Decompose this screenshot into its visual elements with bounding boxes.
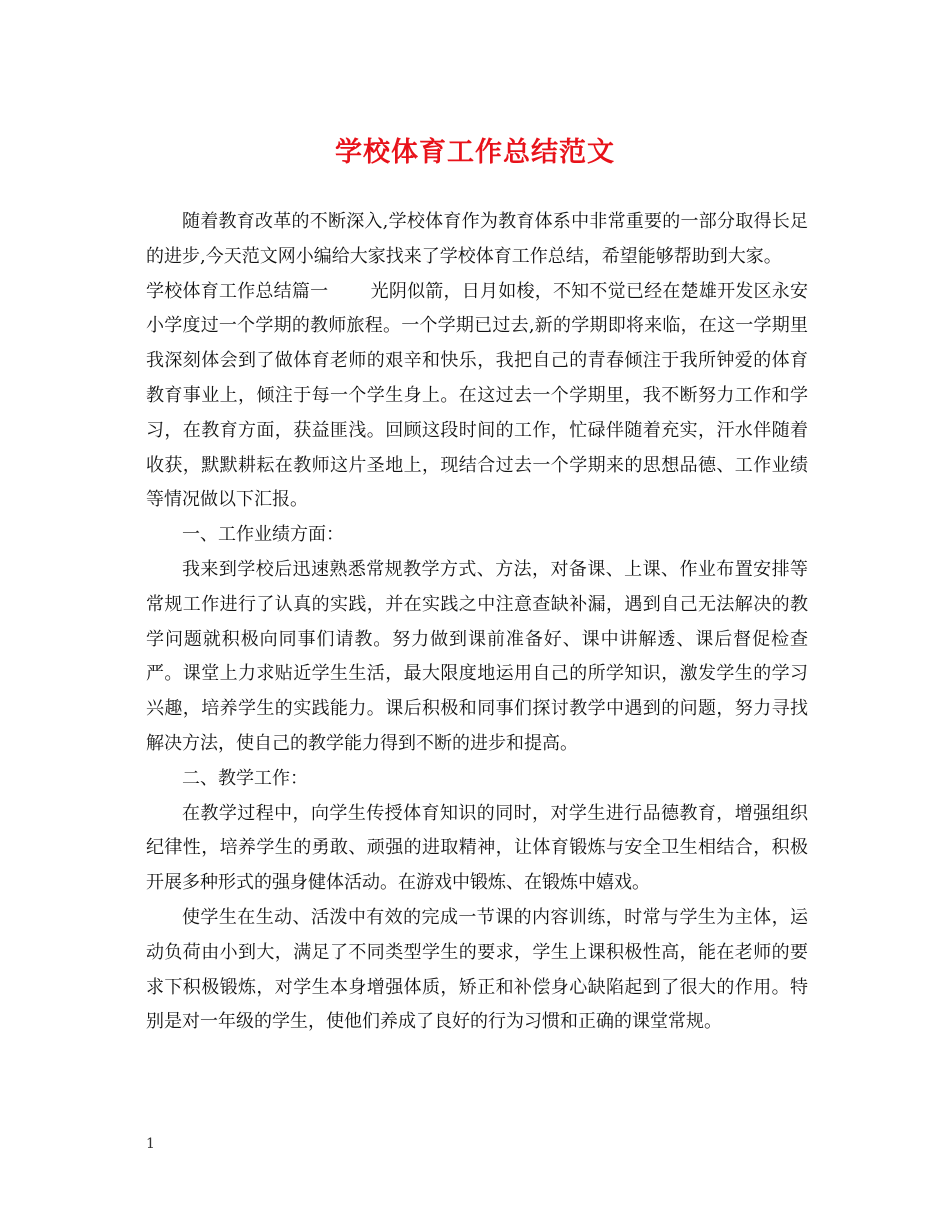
article-heading: 学校体育工作总结篇一 [146,280,329,302]
section2-paragraph-2: 使学生在生动、活泼中有效的完成一节课的内容训练，时常与学生为主体，运动负荷由小到大，满足了不同类型学生的要求，学生上课积极性高，能在老师的要求下积极锻炼，对学生本身增强体质，矫正和补偿身心缺陷起到了很大的作用。特别是对一年级的学生，使他们养成了良好的行为习惯和正确的课堂常规。 [146,906,808,1033]
article-lead-paragraph [146,275,808,519]
section2-paragraph-1: 在教学过程中，向学生传授体育知识的同时，对学生进行品德教育，增强组织纪律性，培养学生的勇敢、顽强的进取精神，让体育锻炼与安全卫生相结合，积极开展多种形式的强身健体活动。在游戏中锻炼、在锻炼中嬉戏。 [146,802,808,894]
intro-paragraph: 随着教育改革的不断深入,学校体育作为教育体系中非常重要的一部分取得长足的进步,今天范文网小编给大家找来了学校体育工作总结，希望能够帮助到大家。 [146,211,808,267]
document-body [146,205,808,1040]
document-title: 学校体育工作总结范文 [335,137,615,168]
section1-paragraph: 我来到学校后迅速熟悉常规教学方式、方法，对备课、上课、作业布置安排等常规工作进行了认真的实践，并在实践之中注意查缺补漏，遇到自己无法解决的教学问题就积极向同事们请教。努力做到课前准备好、课中讲解透、课后督促检查严。课堂上力求贴近学生生活，最大限度地运用自己的所学知识，激发学生的学习兴趣，培养学生的实践能力。课后积极和同事们探讨教学中遇到的问题，努力寻找解决方法，使自己的教学能力得到不断的进步和提高。 [146,558,808,754]
article-lead-text: 光阴似箭，日月如梭，不知不觉已经在楚雄开发区永安小学度过一个学期的教师旅程。一个学期已过去,新的学期即将来临，在这一学期里我深刻体会到了做体育老师的艰辛和快乐，我把自己的青春倾注于我所钟爱的体育教育事业上，倾注于每一个学生身上。在这过去一个学期里，我不断努力工作和学习，在教育方面，获益匪浅。回顾这段时间的工作，忙碌伴随着充实，汗水伴随着收获，默默耕耘在教师这片圣地上，现结合过去一个学期来的思想品德、工作业绩等情况做以下汇报。 [146,280,809,511]
section2-heading: 二、教学工作： [182,767,308,789]
section1-heading: 一、工作业绩方面： [182,524,344,546]
page-number: 1 [146,1136,155,1152]
